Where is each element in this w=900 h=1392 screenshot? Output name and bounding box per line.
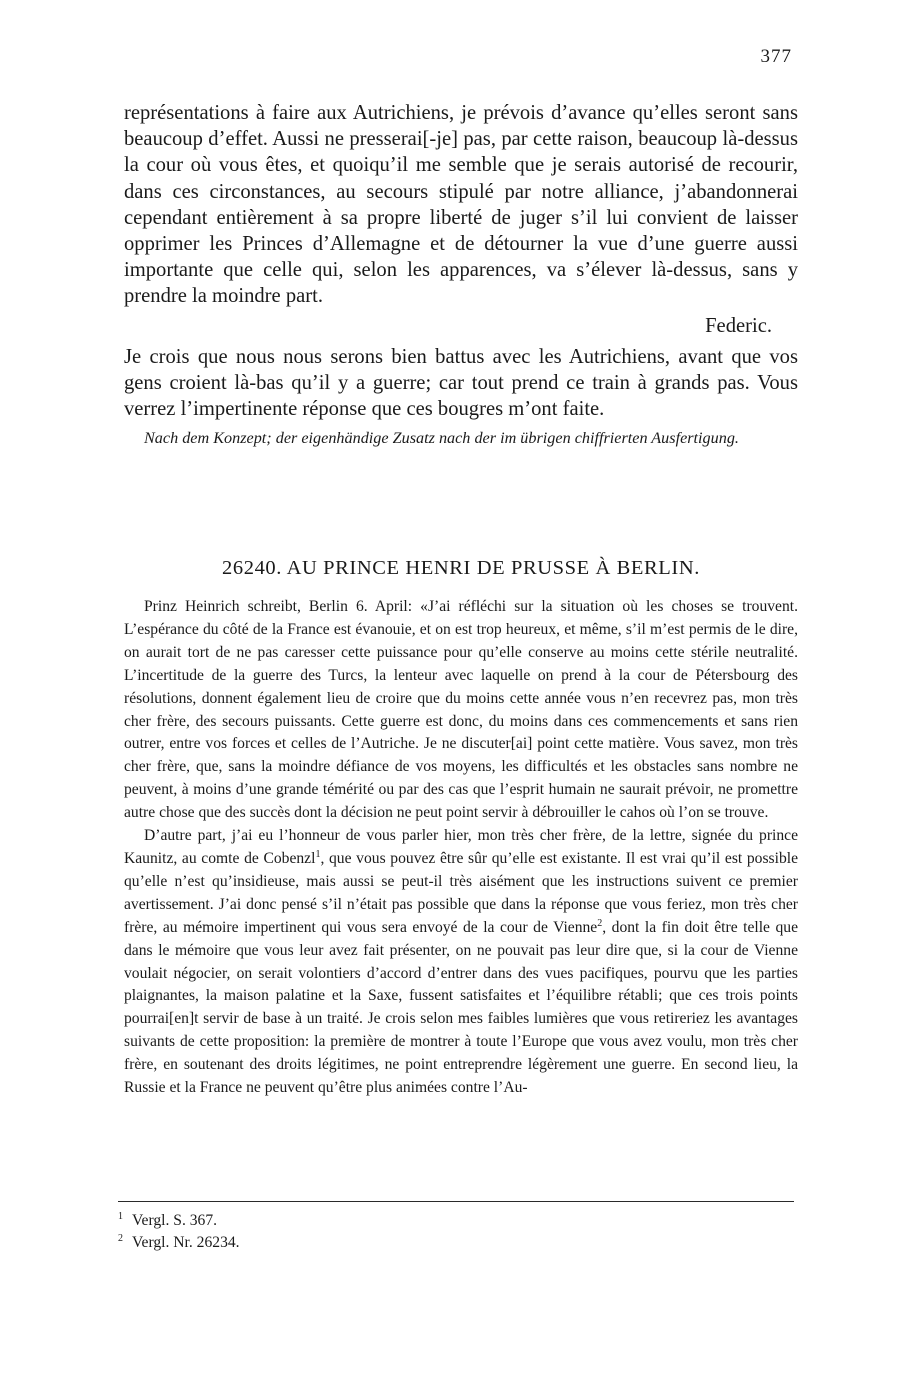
summary-text-part-c: , dont la fin doit être telle que dans le mémoire que vous leur avez fait présenter, on ne pouvait pas leur dire que, si la cour de Vienne voulait négocier, on serait volontiers d’accord d’entrer dans des vues pacifiques, pourvu que les parties plaignantes, la maison palatine et la Saxe, fussent satisfaites et l’équilibre rétabli; que ces trois points pourrai[en]t servir de base à un traité. Je crois selon mes faibles lumières que vous retireriez les avantages suivants de cette proposition: la première de montrer à toute l’Europe que vous avez voulu, mon très cher frère, en soutenant des droits légitimes, ne point entreprendre légèrement une guerre. En second lieu, la Russie et la France ne peuvent qu’être plus animées contre l’Au-	[124, 918, 799, 1097]
footnote-divider	[118, 1201, 794, 1202]
footnote-ref-1: 1	[315, 848, 321, 860]
summary-text-part-a: D’autre part, j’ai eu l’honneur de vous parler hier, mon très cher frère, de la lettre, signée du prince Kaunitz, au comte de Cobenzl	[124, 827, 798, 867]
section-heading: 26240. AU PRINCE HENRI DE PRUSSE À BERLIN.	[222, 557, 700, 579]
letter-paragraph-2: Je crois que nous nous serons bien battus avec les Autrichiens, avant que vos gens croient là-bas qu’il y a guerre; car tout prend ce train à grands pas. Vous verrez l’impertinente réponse que ces bougres m’ont faite.	[124, 345, 798, 421]
summary-paragraph-1: Prinz Heinrich schreibt, Berlin 6. April: «J’ai réfléchi sur la situation où les choses se trouvent. L’espérance du côté de la France est évanouie, et on est trop heureux, et même, s’il m’est permis de le dire, on aurait tort de ne pas caresser cette puissance pour qu’elle conserve au moins cette stérile neutralité. L’incertitude de la guerre des Turcs, la lenteur avec laquelle on prend à la cour de Pétersbourg des résolutions, donnent également lieu de croire que du moins cette année vous n’en recevrez pas, mon très cher frère, des secours puissants. Cette guerre est donc, du moins dans ces commencements et sans rien outrer, entre vos forces et celles de l’Autriche. Je ne discuter[ai] point cette matière. Vous savez, mon très cher frère, que, sans la moindre défiance de vos moyens, les difficultés et les obstacles sans nombre ne peuvent, à moins d’une grande témérité ou par des cas que l’esprit humain ne saurait prévoir, ne promettre autre chose que des succès dont la décision ne peut point servir à débrouiller le cahos où l’on se trouve.	[124, 598, 798, 822]
footnote-text: Vergl. S. 367.	[132, 1212, 218, 1229]
letter-body	[124, 100, 798, 449]
footnote-text: Vergl. Nr. 26234.	[132, 1234, 240, 1251]
footnote-2: $^2$ Vergl. Nr. 26234.	[118, 1232, 240, 1251]
footnote-1: $^1$ Vergl. S. 367.	[118, 1210, 218, 1229]
letter-paragraph-1: représentations à faire aux Autrichiens, je prévois d’avance qu’elles seront sans beaucoup d’effet. Aussi ne presserai[-je] pas, par cette raison, beaucoup là-dessus la cour où vous êtes, et quoiqu’il me semble que je serais autorisé de recourir, dans ces circonstances, au secours stipulé par notre alliance, j’abandonnerai cependant entièrement à sa propre liberté de juger s’il lui convient de laisser opprimer les Princes d’Allemagne et de détourner la vue d’une guerre aussi importante que celle qui, selon les apparences, va s’élever là-dessus, sans y prendre la moindre part.	[124, 102, 798, 308]
signature: Federic.	[705, 314, 772, 337]
footnotes	[118, 1210, 240, 1254]
summary-paragraph-2	[124, 825, 798, 1100]
summary-body	[124, 596, 798, 1100]
footnote-ref-2: 2	[597, 917, 603, 929]
summary-text-part-b: , que vous pouvez être sûr qu’elle est existante. Il est vrai qu’il est possible qu’elle n’est qu’insidieuse, mais aussi se peut-il très aisément que les instructions suivent ce premier avertissement. J’ai donc pensé s’il n’était pas possible que dans la réponse que vous feriez, mon très cher frère, au mémoire impertinent qui vous sera envoyé de la cour de Vienne	[124, 849, 799, 936]
source-note: Nach dem Konzept; der eigenhändige Zusatz nach der im übrigen chiffrierten Ausfertigung.	[144, 429, 739, 448]
page-number: 377	[760, 46, 792, 67]
